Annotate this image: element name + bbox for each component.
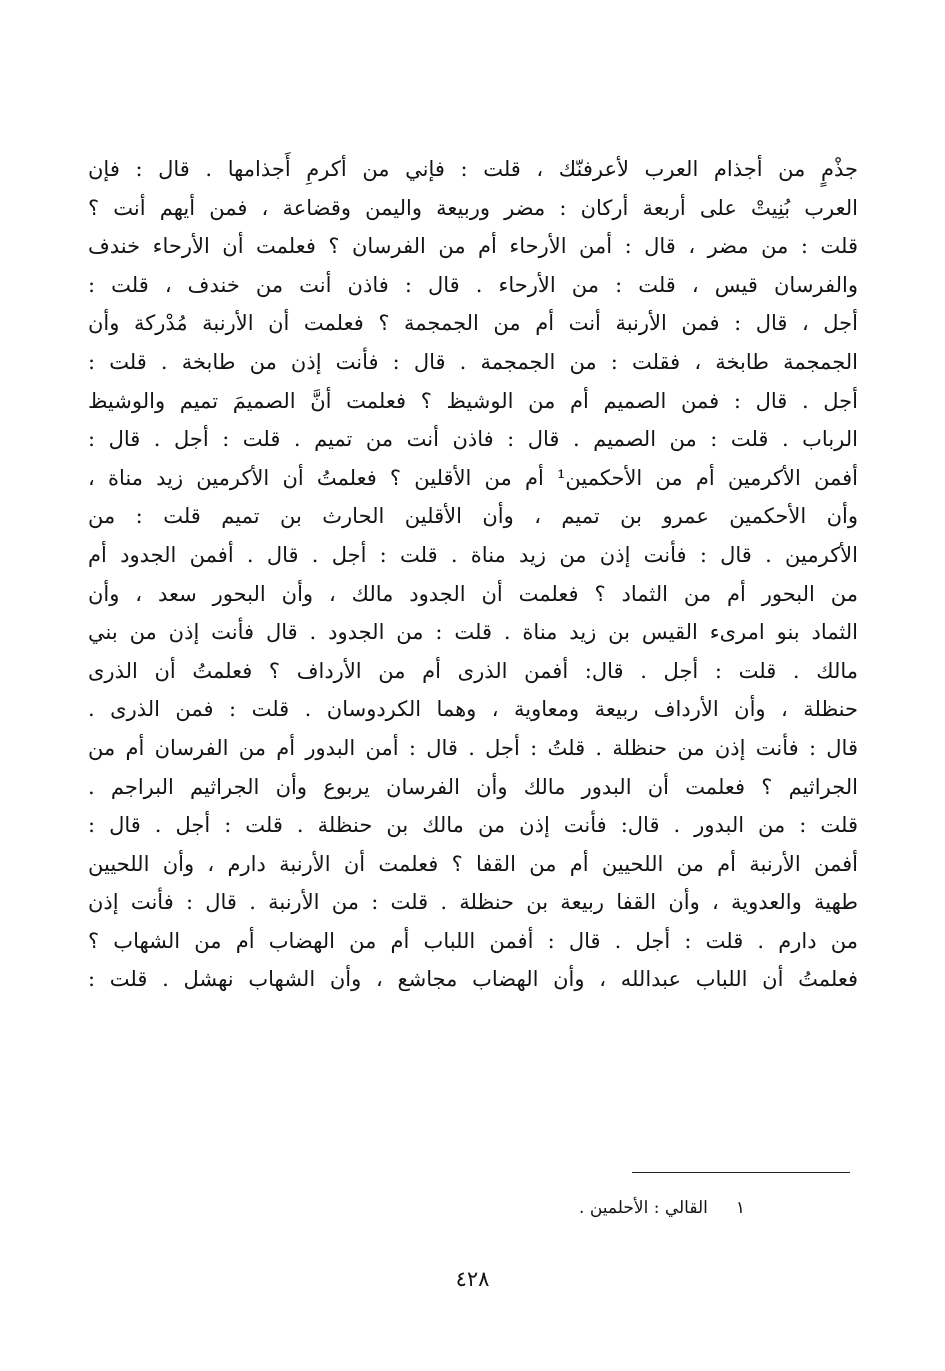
text-line: جذْمٍ من أجذام العرب لأعرفنّك ، قلت : فإني من أكرمِ أَجذامها . قال : فإن (88, 157, 858, 181)
text-line: الجراثيم ؟ فعلمت أن البدور مالك وأن الفرسان يربوع وأن الجراثيم البراجم . (88, 774, 858, 799)
footnote-divider (632, 1172, 850, 1173)
text-line: قلت : من مضر ، قال : أمن الأرحاء أم من الفرسان ؟ فعلمت أن الأرحاء خندف (88, 234, 858, 259)
text-line: الأكرمين . قال : فأنت إذن من زيد مناة . قلت : أجل . قال . أفمن الجدود أم (88, 542, 858, 567)
footnote (579, 1196, 745, 1220)
page-number: ٤٢٨ (455, 1267, 490, 1291)
text-line: أجل ، قال : فمن الأرنبة أنت أم من الجمجمة ؟ فعلمت أن الأرنبة مُدْركة وأن (88, 311, 858, 336)
text-line: العرب بُنِيتْ على أربعة أركان : مضر وربيعة واليمن وقضاعة ، فمن أيهم أنت ؟ (88, 195, 858, 220)
text-line: الثماد بنو امرىء القيس بن زيد مناة . قلت : من الجدود . قال فأنت إذن من بني (88, 620, 858, 645)
text-line: أفمن الأرنبة أم من اللحيين أم من القفا ؟ فعلمت أن الأرنبة دارم ، وأن اللحيين (88, 851, 858, 876)
text-line: حنظلة ، وأن الأرداف ربيعة ومعاوية ، وهما الكردوسان . قلت : فمن الذرى . (88, 697, 858, 722)
footnote-number: ١ (735, 1198, 745, 1218)
text-line: قال : فأنت إذن من حنظلة . قلتُ : أجل . قال : أمن البدور أم من الفرسان أم من (88, 735, 858, 760)
text-line: أجل . قال : فمن الصميم أم من الوشيظ ؟ فعلمت أنَّ الصميمَ تميم والوشيظ (88, 388, 858, 413)
text-line: طهية والعدوية ، وأن القفا ربيعة بن حنظلة . قلت : من الأرنبة . قال : فأنت إذن (88, 890, 858, 915)
text-line: قلت : من البدور . قال: فأنت إذن من مالك بن حنظلة . قلت : أجل . قال : (88, 813, 858, 838)
text-line: أفمن الأكرمين أم من الأحكمين¹ أم من الأقلين ؟ فعلمتُ أن الأكرمين زيد مناة ، (88, 465, 858, 490)
text-line: الجمجمة طابخة ، فقلت : من الجمجمة . قال : فأنت إذن من طابخة . قلت : (88, 349, 858, 374)
text-line: والفرسان قيس ، قلت : من الأرحاء . قال : فاذن أنت من خندف ، قلت : (88, 272, 858, 297)
text-line: من دارم . قلت : أجل . قال : أفمن اللباب أم من الهضاب أم من الشهاب ؟ (88, 928, 858, 953)
text-line: مالك . قلت : أجل . قال: أفمن الذرى أم من الأرداف ؟ فعلمتُ أن الذرى (88, 658, 858, 683)
text-line: فعلمتُ أن اللباب عبدالله ، وأن الهضاب مجاشع ، وأن الشهاب نهشل . قلت : (88, 967, 858, 992)
text-line: من البحور أم من الثماد ؟ فعلمت أن الجدود مالك ، وأن البحور سعد ، وأن (88, 581, 858, 606)
footnote-text: القالي : الأحلمين . (579, 1198, 708, 1218)
text-line: وأن الأحكمين عمرو بن تميم ، وأن الأقلين الحارث بن تميم قلت : من (88, 504, 858, 529)
body-text (88, 150, 858, 999)
text-line: الرباب . قلت : من الصميم . قال : فاذن أنت من تميم . قلت : أجل . قال : (88, 427, 858, 452)
